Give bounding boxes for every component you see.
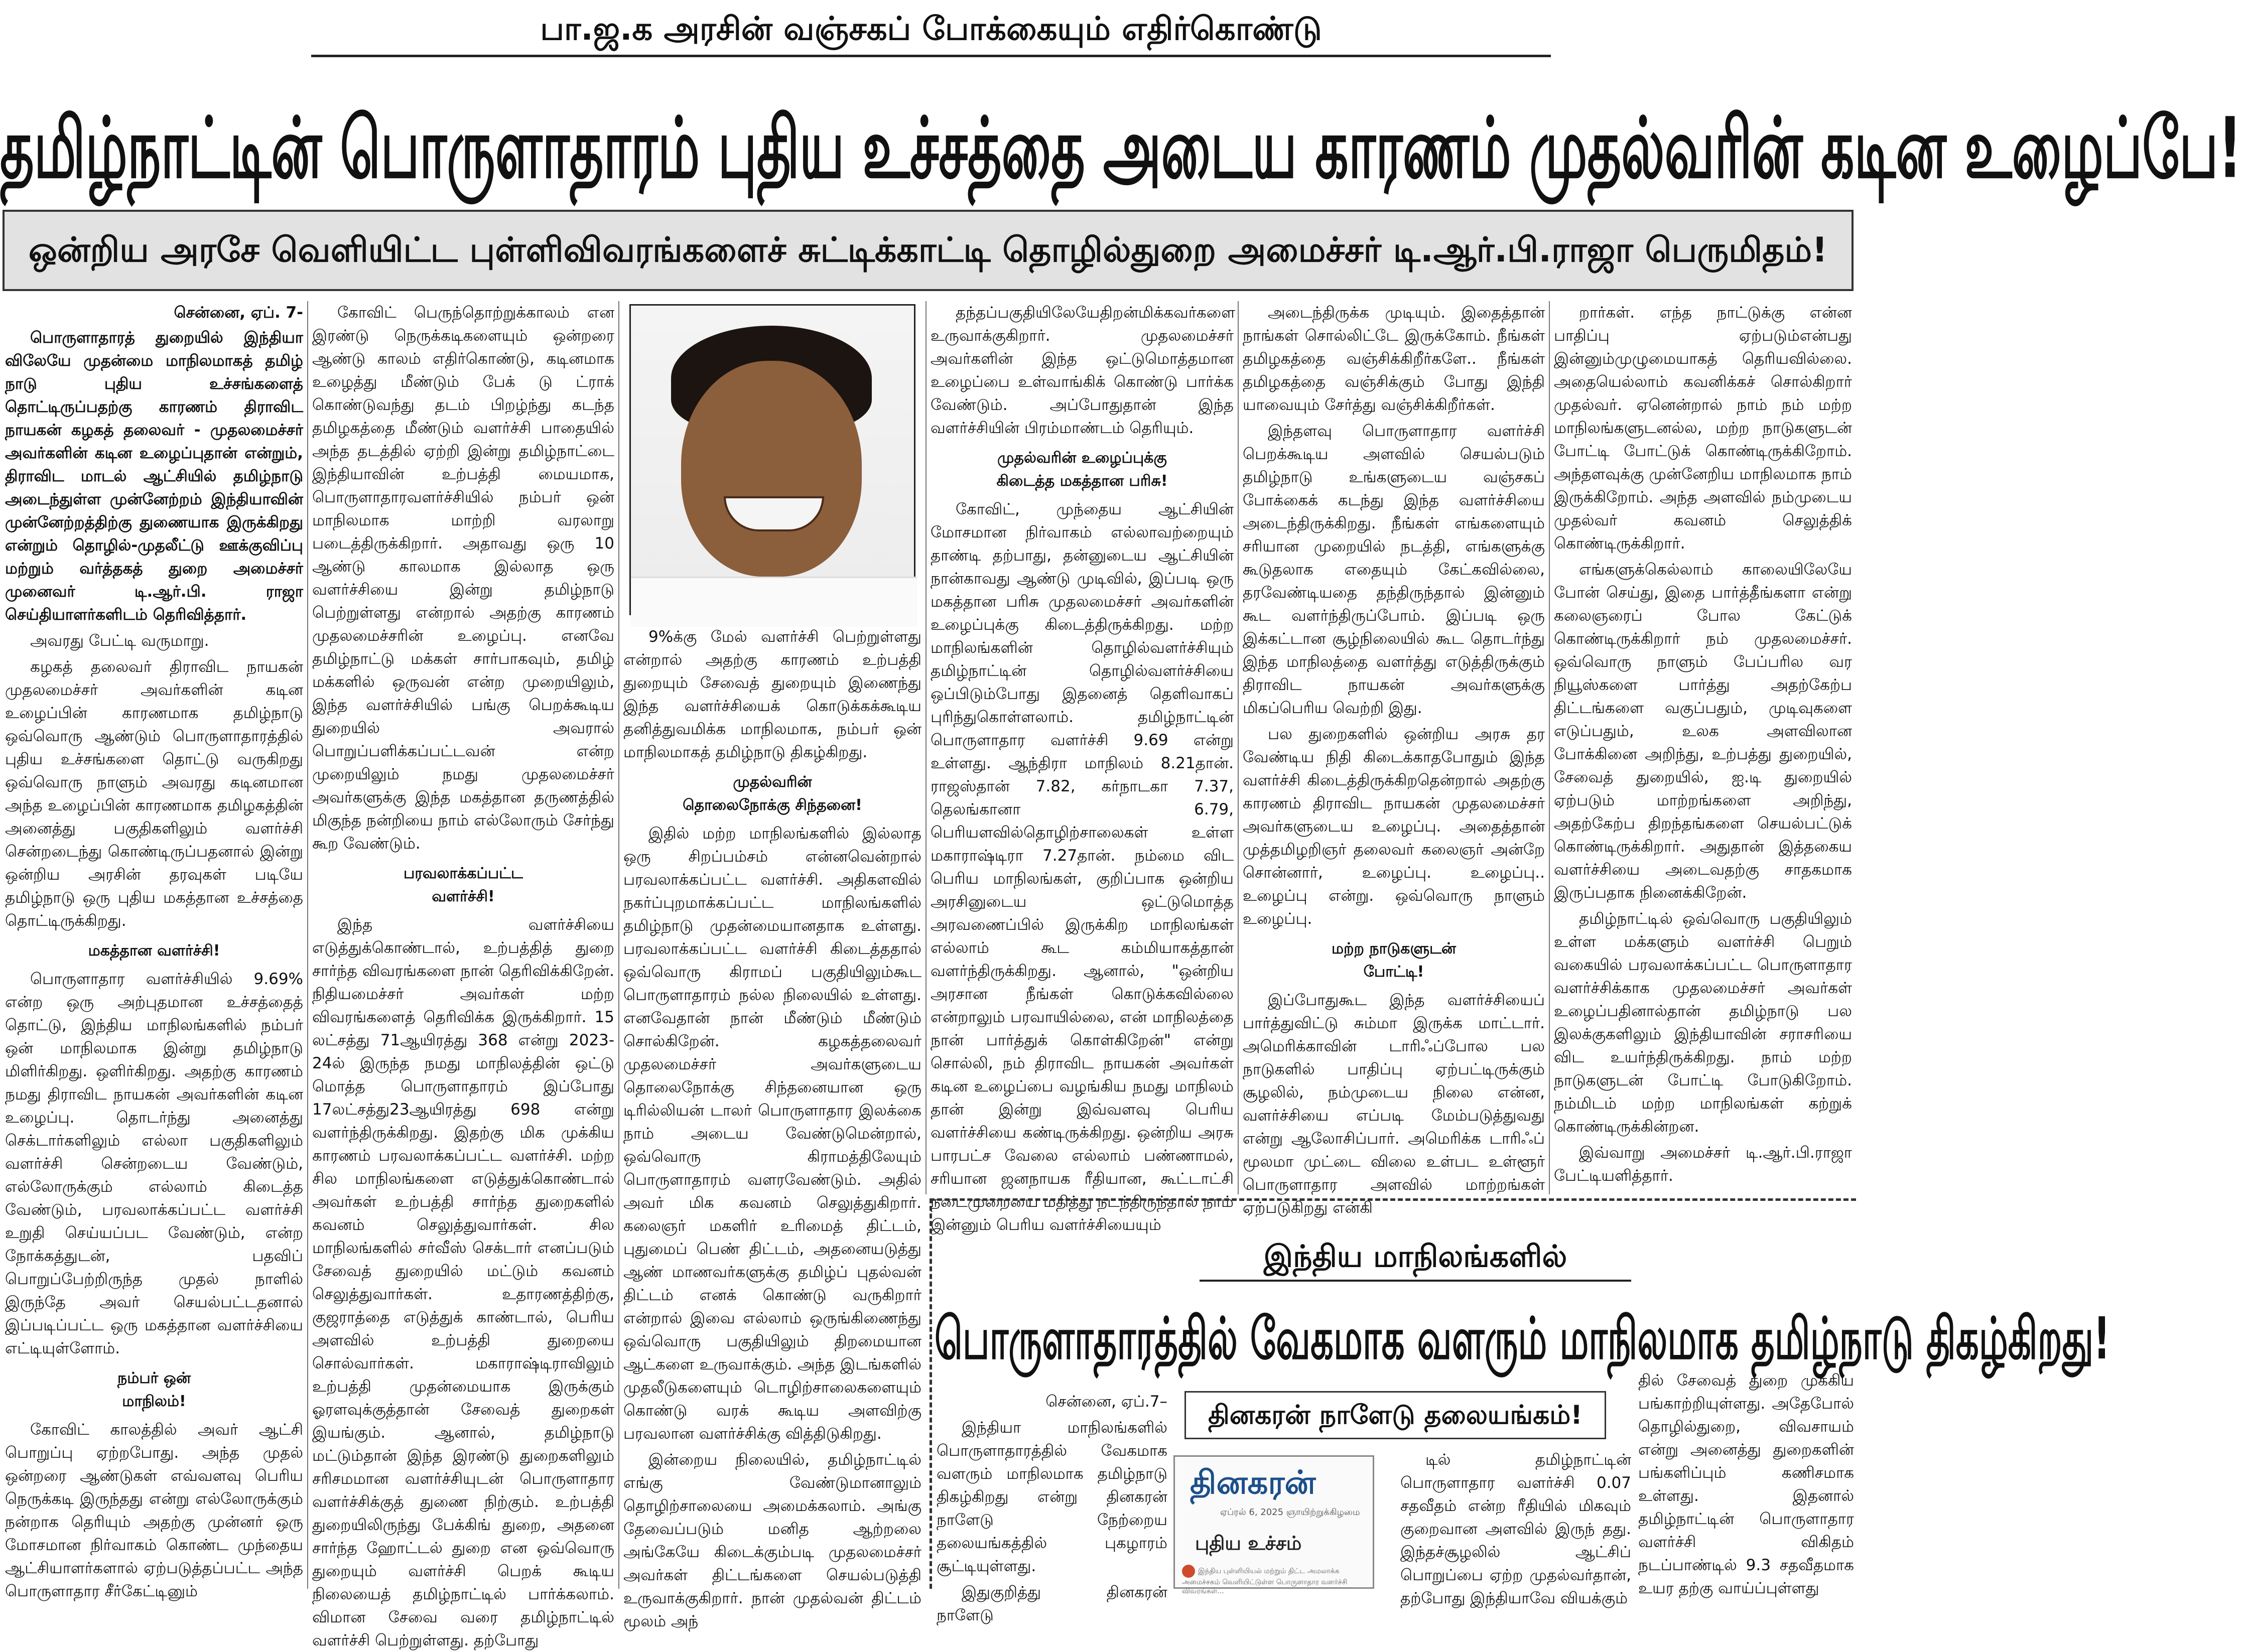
paragraph: கோவிட், முந்தைய ஆட்சியின் மோசமான நிர்வாகம் எல்லாவற்றையும் தாண்டி தற்பாது, தன்னுடைய ஆட்சியின் நான்காவது ஆண்டு முடிவில், இப்படி ஒரு மகத்தான பரிசு முதலமைச்சர் அவர்களின் உழைப்புக்கு கிடைத்திருக்கிறது. மற்ற மாநிலங்களின் தொழில்வளர்ச்சியும் தமிழ்நாட்டின் தொழில்வளர்ச்சியை ஒப்பிடும்போது இதனைத் தெளிவாகப் புரிந்துகொள்ளலாம். தமிழ்நாட்டின் பொருளாதார வளர்ச்சி 9.69 என்று உள்ளது. ஆந்திரா மாநிலம் 8.21தான். ராஜஸ்தான் 7.82, கர்நாடகா 7.37, தெலங்கானா 6.79, பெரியளவில்தொழிற்சாலைகள் உள்ள மகாராஷ்டிரா 7.27தான். நம்மை விட பெரிய மாநிலங்கள், குறிப்பாக ஒன்றிய அரசினுடைய ஒட்டுமொத்த அரவணைப்பில் இருக்கிற மாநிலங்கள் எல்லாம் கூட கம்மியாகத்தான் வளர்ந்திருக்கிறது. ஆனால், "ஒன்றிய அரசான நீங்கள் கொடுக்கவில்லை என்றாலும் பரவாயில்லை, என் மாநிலத்தை நான் பார்த்துக் கொள்கிறேன்" என்று சொல்லி, நம் திராவிட நாயகன் அவர்கள் கடின உழைப்பை வழங்கிய நமது மாநிலம் தான் இன்று இவ்வளவு பெரிய வளர்ச்சியை கண்டிருக்கிறது. ஒன்றிய அரசு பாரபட்ச வேலை எல்லாம் பண்ணாமல், சரியான ஜனநாயக ரீதியான, கூட்டாட்சி நடைமுறையை மதித்து நடந்திருந்தால் நாம் இன்னும் பெரிய வளர்ச்சியையும் xyxy=(931,500,1234,1234)
newspaper-clipping xyxy=(1173,1455,1374,1595)
column-rule xyxy=(926,301,927,1194)
subheading: மகத்தான வளர்ச்சி! xyxy=(88,942,220,959)
article-column-2 xyxy=(312,301,614,1649)
article-column-1 xyxy=(5,301,303,1600)
subheading: வளர்ச்சி! xyxy=(432,888,495,905)
subheading: மாநிலம்! xyxy=(122,1393,186,1410)
portrait-shirt xyxy=(631,577,917,627)
main-headline-text: தமிழ்நாட்டின் பொருளாதாரம் புதிய உச்சத்தை அடைய காரணம் முதல்வரின் கடின உழைப்பே! xyxy=(0,99,2242,197)
secondary-column-3 xyxy=(1638,1369,1854,1597)
paragraph: இந்தியா மாநிலங்களில் பொருளாதாரத்தில் வேகமாக வளரும் மாநிலமாக தமிழ்நாடு திகழ்கிறது என்று தினகரன் நாளேடு நேற்றைய தலையங்கத்தில் புகழாரம் சூட்டியுள்ளது. xyxy=(937,1419,1167,1575)
clip-title: புதிய உச்சம் xyxy=(1195,1532,1302,1554)
article-column-5 xyxy=(1243,301,1545,1217)
subheading: போட்டி! xyxy=(1363,963,1424,981)
paragraph: இதில் மற்ற மாநிலங்களில் இல்லாத ஒரு சிறப்பம்சம் என்னவென்றால் பரவலாக்கப்பட்ட வளர்ச்சி. அதிகளவில் நகர்ப்புறமாக்கப்பட்ட மாநிலங்களில் தமிழ்நாடு முதன்மையானதாக உள்ளது. பரவலாக்கப்பட்ட வளர்ச்சி கிடைத்ததால் ஒவ்வொரு கிராமப் பகுதியிலும்கூட பொருளாதாரம் நல்ல நிலையில் உள்ளது. எனவேதான் நான் மீண்டும் மீண்டும் சொல்கிறேன். கழகத்தலைவர் முதலமைச்சர் அவர்களுடைய தொலைநோக்கு சிந்தனையான ஒரு டிரில்லியன் டாலர் பொருளாதார இலக்கை நாம் அடைய வேண்டுமென்றால், ஒவ்வொரு கிராமத்திலேயும் பொருளாதாரம் வளரவேண்டும். அதில் அவர் மிக கவனம் செலுத்துகிறார். கலைஞர் மகளிர் உரிமைத் திட்டம், புதுமைப் பெண் திட்டம், அதனையடுத்து ஆண் மாணவர்களுக்கு தமிழ்ப் புதல்வன் திட்டம் எனக் கொண்டு வருகிறார் என்றால் இவை எல்லாம் ஒருங்கிணைந்து ஒவ்வொரு பகுதியிலும் திறமையான ஆட்களை உருவாக்கும். அந்த இடங்களில் முதலீடுகளையும் டொழிற்சாலைகளையும் கொண்டு வரக் கூடிய அளவிற்கு பரவலான வளர்ச்சிக்கு வித்திடுகிறது. xyxy=(623,824,921,1443)
paragraph: இந்தளவு பொருளாதார வளர்ச்சி பெறக்கூடிய அளவில் செயல்படும் தமிழ்நாடு உங்களுடைய வஞ்சகப் போக்கைக் கடந்து இந்த வளர்ச்சியை அடைந்திருக்கிறது. நீங்கள் எங்களையும் சரியான முறையில் நடத்தி, எங்களுக்கு கூடுதலாக எதையும் கேட்கவில்லை, தரவேண்டியதை தந்திருந்தால் இன்னும் கூட வளர்ந்திருப்போம். இப்படி ஒரு இக்கட்டான சூழ்நிலையில் கூட தொடர்ந்து இந்த மாநிலத்தை வளர்த்து எடுத்திருக்கும் திராவிட நாயகன் அவர்களுக்கு மிகப்பெரிய வெற்றி இது. xyxy=(1243,422,1545,717)
paragraph: கோவிட் பெருந்தொற்றுக்காலம் என இரண்டு நெருக்கடிகளையும் ஒன்றரை ஆண்டு காலம் எதிர்கொண்டு, கடினமாக உழைத்து மீண்டும் பேக் டு ட்ராக் கொண்டுவந்து தடம் பிறழ்ந்து கடந்த தமிழகத்தை மீண்டும் வளர்ச்சி பாதையில் அந்த தடத்தில் ஏற்றி இன்று தமிழ்நாட்டை இந்தியாவின் உற்பத்தி மையமாக, பொருளாதாரவளர்ச்சியில் நம்பர் ஒன் மாநிலமாக மாற்றி வரலாறு படைத்திருக்கிறார். அதாவது ஒரு 10 ஆண்டு காலமாக இல்லாத ஒரு வளர்ச்சியை இன்று தமிழ்நாடு பெற்றுள்ளது என்றால் அதற்கு காரணம் முதலமைச்சரின் உழைப்பு. எனவே தமிழ்நாட்டு மக்கள் சார்பாகவும், தமிழ் மக்களில் ஒருவன் என்ற முறையிலும், இந்த வளர்ச்சியில் பங்கு பெறக்கூடிய துறையில் அவரால் பொறுப்பளிக்கப்பட்டவன் என்ற முறையிலும் நமது முதலமைச்சர் அவர்களுக்கு இந்த மகத்தான தருணத்தில் மிகுந்த நன்றியை நாம் எல்லோரும் சேர்ந்து கூற வேண்டும். xyxy=(312,304,614,853)
editorial-label: தினகரன் நாளேடு தலையங்கம்! xyxy=(1184,1391,1606,1439)
clip-body: இந்திய புள்ளியியல் மற்றும் திட்ட அமலாக்க அமைச்சகம் வெளியிட்டுள்ள பொருளாதார வளர்ச்சி விவரங்கள்... xyxy=(1182,1567,1348,1595)
article-column-3 xyxy=(623,625,921,1630)
dateline: சென்னை, ஏப்.7– xyxy=(1045,1393,1167,1411)
secondary-headline-text: பொருளாதாரத்தில் வேகமாக வளரும் மாநிலமாக தமிழ்நாடு திகழ்கிறது! xyxy=(935,1304,2111,1372)
lead-paragraph: பொருளாதாரத் துறையில் இந்தியா விலேயே முதன்மை மாநிலமாகத் தமிழ் நாடு புதிய உச்சங்களைத் தொட்டிருப்பதற்கு காரணம் திராவிட நாயகன் கழகத் தலைவர் - முதலமைச்சர் அவர்களின் கடின உழைப்புதான் என்றும், திராவிட மாடல் ஆட்சியில் தமிழ்நாடு அடைந்துள்ள முன்னேற்றம் இந்தியாவின் முன்னேற்றத்திற்கு துணையாக இருக்கிறது என்றும் தொழில்-முதலீட்டு ஊக்குவிப்பு மற்றும் வர்த்தகத் துறை அமைச்சர் முனைவர் டி.ஆர்.பி. ராஜா செய்தியாளர்களிடம் தெரிவித்தார். xyxy=(5,329,303,624)
paragraph: பொருளாதார வளர்ச்சியில் 9.69% என்ற ஒரு அற்புதமான உச்சத்தைத் தொட்டு, இந்திய மாநிலங்களில் நம்பர் ஒன் மாநிலமாக இன்று தமிழ்நாடு மிளிர்கிறது. ஒளிர்கிறது. அதற்கு காரணம் நமது திராவிட நாயகன் அவர்களின் கடின உழைப்பு. தொடர்ந்து அனைத்து செக்டார்களிலும் எல்லா பகுதிகளிலும் வளர்ச்சி சென்றடைய வேண்டும், எல்லோருக்கும் எல்லாம் கிடைத்த வேண்டும், பரவலாக்கப்பட்ட வளர்ச்சி உறுதி செய்யப்பட வேண்டும், என்ற நோக்கத்துடன், பதவிப் பொறுப்பேற்றிருந்த முதல் நாளில் இருந்தே அவர் செயல்பட்டதனால் இப்படிப்பட்ட ஒரு மகத்தான வளர்ச்சியை எட்டியுள்ளோம். xyxy=(5,970,303,1357)
subheading: முதல்வரின் xyxy=(733,773,812,791)
main-headline xyxy=(0,80,2242,216)
subheading: மற்ற நாடுகளுடன் xyxy=(1332,940,1456,957)
paragraph: தில் சேவைத் துறை முக்கிய பங்காற்றியுள்ளது. அதேபோல் தொழில்துறை, விவசாயம் என்று அனைத்து துறைகளின் பங்களிப்பும் கணிசமாக உள்ளது. இதனால் தமிழ்நாட்டின் பொருளாதார வளர்ச்சி விகிதம் நடப்பாண்டில் 9.3 சதவீதமாக உயர தற்கு வாய்ப்புள்ளது xyxy=(1638,1371,1854,1597)
portrait-face xyxy=(681,361,862,577)
paragraph: தமிழ்நாட்டில் ஒவ்வொரு பகுதியிலும் உள்ள மக்களும் வளர்ச்சி பெறும் வகையில் பரவலாக்கப்பட்ட பொருளாதார வளர்ச்சிக்காக முதலமைச்சர் அவர்கள் உழைப்பதினால்தான் தமிழ்நாடு பல இலக்குகளிலும் இந்தியாவின் சராசரியை விட உயர்ந்திருக்கிறது. நாம் மற்ற நாடுகளுடன் போட்டி போடுகிறோம். நம்மிடம் மற்ற மாநிலங்கள் கற்றுக் கொண்டிருக்கின்றன. xyxy=(1554,910,1852,1136)
subheading: பரவலாக்கப்பட்ட xyxy=(404,865,523,882)
paragraph: தந்தப்பகுதியிலேயேதிறன்மிக்கவர்களை உருவாக்குகிறார். முதலமைச்சர் அவர்களின் இந்த ஒட்டுமொத்தமான உழைப்பை உள்வாங்கிக் கொண்டு பார்க்க வேண்டும். அப்போதுதான் இந்த வளர்ச்சியின் பிரம்மாண்டம் தெரியும். xyxy=(931,304,1236,437)
subheading: நம்பர் ஒன் xyxy=(117,1369,191,1387)
minister-portrait-photo xyxy=(629,304,915,615)
dateline: சென்னை, ஏப். 7- xyxy=(174,304,303,322)
column-rule xyxy=(618,301,619,1589)
clip-masthead: தினகரன் xyxy=(1190,1464,1316,1501)
paragraph: இன்றைய நிலையில், தமிழ்நாட்டில் எங்கு வேண்டுமானாலும் தொழிற்சாலையை அமைக்கலாம். அங்கு தேவைப்படும் மனித ஆற்றலை அங்கேயே கிடைக்கும்படி முதலமைச்சர் அவர்கள் திட்டங்களை செயல்படுத்தி உருவாக்குகிறார். நான் முதல்வன் திட்டம் மூலம் அந் xyxy=(623,1451,921,1630)
paragraph: கழகத் தலைவர் திராவிட நாயகன் முதலமைச்சர் அவர்களின் கடின உழைப்பின் காரணமாக தமிழ்நாடு ஒவ்வொரு ஆண்டும் பொருளாதாரத்தில் புதிய உச்சங்களை தொட்டு வருகிறது ஒவ்வொரு நாளும் அவரது கடினமான அந்த உழைப்பின் காரணமாக தமிழகத்தின் அனைத்து பகுதிகளிலும் வளர்ச்சி சென்றடைந்து கொண்டிருப்பதனால் இன்று ஒன்றிய அரசின் தரவுகள் படியே தமிழ்நாடு ஒரு புதிய மகத்தான உச்சத்தை தொட்டிருக்கிறது. xyxy=(5,658,303,930)
paragraph: எங்களுக்கெல்லாம் காலையிலேயே போன் செய்து, இதை பார்த்தீங்களா என்று கலைஞரைப் போல கேட்டுக் கொண்டிருக்கிறார் நம் முதலமைச்சர். ஒவ்வொரு நாளும் பேப்பரில வர நியூஸ்களை பார்த்து அதற்கேற்ப திட்டங்களை வகுப்பதும், முடிவுகளை எடுப்பதும், உலக அளவிலான போக்கினை அறிந்து, உற்பத்து துறையில், சேவைத் துறையில், ஐ.டி துறையில் ஏற்படும் மாற்றங்களை அறிந்து, அதற்கேற்ப திறந்தங்களை செயல்பட்டுக் கொண்டிருக்கிறார். அதுதான் இத்தகைய வளர்ச்சியை அடைவதற்கு சாதகமாக இருப்பதாக நினைக்கிறேன். xyxy=(1554,561,1852,902)
paragraph: டில் தமிழ்நாட்டின் பொருளாதார வளர்ச்சி 0.07 சதவீதம் என்ற ரீதியில் மிகவும் குறைவான அளவில் இருந் தது. இந்தச்சூழலில் ஆட்சிப் பொறுப்பை ஏற்ற முதல்வர்தான், தற்போது இந்தியாவே வியக்கும் xyxy=(1400,1451,1631,1607)
paragraph: அவரது பேட்டி வருமாறு. xyxy=(30,632,209,650)
paragraph: இப்போதுகூட இந்த வளர்ச்சியைப் பார்த்துவிட்டு சும்மா இருக்க மாட்டார். அமெரிக்காவின் டாரிஃப்போல பல நாடுகளில் பாதிப்பு ஏற்பட்டிருக்கும் சூழலில், நம்முடைய நிலை என்ன, வளர்ச்சியை எப்படி மேம்படுத்துவது என்று ஆலோசிப்பார். அமெரிக்க டாரிஃப் மூலமா முட்டை விலை உள்பட உள்ளூர் பொருளாதார அளவில் மாற்றங்கள் ஏற்படுகிறது என்கி xyxy=(1243,991,1545,1217)
kicker-headline: பா.ஜ.க அரசின் வஞ்சகப் போக்கையும் எதிர்கொண்டு xyxy=(311,4,1551,57)
paragraph: அடைந்திருக்க முடியும். இதைத்தான் நாங்கள் சொல்லிட்டே இருக்கோம். நீங்கள் தமிழகத்தை வஞ்சிக்கிறீர்களே.. நீங்கள் தமிழகத்தை வஞ்சிக்கும் போது இந்தி யாவையும் சேர்த்து வஞ்சிக்கிறீர்கள். xyxy=(1243,304,1545,414)
paragraph: 9%க்கு மேல் வளர்ச்சி பெற்றுள்ளது என்றால் அதற்கு காரணம் உற்பத்தி துறையும் சேவைத் துறையும் இணைந்து இந்த வளர்ச்சியைக் கொடுக்கக்கூடிய தனித்துவமிக்க மாநிலமாக, நம்பர் ஒன் மாநிலமாகத் தமிழ்நாடு திகழ்கிறது. xyxy=(623,628,921,761)
clip-text xyxy=(1182,1565,1368,1595)
paragraph: பல துறைகளில் ஒன்றிய அரசு தர வேண்டிய நிதி கிடைக்காதபோதும் இந்த வளர்ச்சி கிடைத்திருக்கிறதென்றால் அதற்கு காரணம் திராவிட நாயகன் முதலமைச்சர் அவர்களுடைய உழைப்பு. அதைத்தான் முத்தமிழறிஞர் தலைவர் கலைஞர் அன்றே சொன்னார், உழைப்பு. உழைப்பு.. உழைப்பு என்று. ஒவ்வொரு நாளும் உழைப்பு. xyxy=(1243,725,1545,928)
subheadline-banner: ஒன்றிய அரசே வெளியிட்ட புள்ளிவிவரங்களைச் சுட்டிக்காட்டி தொழில்துறை அமைச்சர் டி.ஆர்.பி.ராஜா பெருமிதம்! xyxy=(3,210,1854,291)
paragraph: கோவிட் காலத்தில் அவர் ஆட்சி பொறுப்பு ஏற்றபோது. அந்த முதல் ஒன்றரை ஆண்டுகள் எவ்வளவு பெரிய நெருக்கடி இருந்தது என்று எல்லோருக்கும் நன்றாக தெரியும் அதற்கு முன்னர் ஒரு மோசமான நிர்வாகம் கொண்ட முந்தைய ஆட்சியாளர்களால் ஏற்படுத்தப்பட்ட அந்த பொருளாதார சீர்கேட்டினும் xyxy=(5,1421,303,1600)
subheading: முதல்வரின் உழைப்புக்கு xyxy=(997,449,1167,467)
paragraph: இதுகுறித்து தினகரன் நாளேடு xyxy=(937,1583,1167,1624)
paragraph: இந்த வளர்ச்சியை எடுத்துக்கொண்டால், உற்பத்தித் துறை சார்ந்த விவரங்களை நான் தெரிவிக்கிறேன். நிதியமைச்சர் அவர்கள் மற்ற விவரங்களைத் தெரிவிக்க இருக்கிறார். 15 லட்சத்து 71ஆயிரத்து 368 என்று 2023-24ல் இருந்த நமது மாநிலத்தின் ஒட்டு மொத்த பொருளாதாரம் இப்போது 17லட்சத்து23ஆயிரத்து 698 என்று வளர்ந்திருக்கிறது. இதற்கு மிக முக்கிய காரணம் பரவலாக்கப்பட்ட வளர்ச்சி. மற்ற சில மாநிலங்களை எடுத்துக்கொண்டால் அவர்கள் உற்பத்தி சார்ந்த துறைகளில் கவனம் செலுத்துவார்கள். சில மாநிலங்களில் சர்வீஸ் செக்டார் எனப்படும் சேவைத் துறையில் மட்டும் கவனம் செலுத்துவார்கள். உதாரணத்திற்கு, குஜராத்தை எடுத்துக் காண்டால், பெரிய அளவில் உற்பத்தி துறையை சொல்வார்கள். மகாராஷ்டிராவிலும் உற்பத்தி முதன்மையாக இருக்கும் ஓரளவுக்குத்தான் சேவைத் துறைகள் இயங்கும். ஆனால், தமிழ்நாடு மட்டும்தான் இந்த இரண்டு துறைகளிலும் சரிசமமான வளர்ச்சியுடன் பொருளாதார வளர்ச்சிக்குத் துணை நிற்கும். உற்பத்தி துறையிலிருந்து பேக்கிங் துறை, அதனை சார்ந்த ஹோட்டல் துறை என ஒவ்வொரு துறையும் வளர்ச்சி பெறக் கூடிய நிலையைத் தமிழ்நாட்டில் பார்க்கலாம். விமான சேவை வரை தமிழ்நாட்டில் வளர்ச்சி பெற்றுள்ளது. தற்போது xyxy=(312,916,614,1649)
subheading: கிடைத்த மகத்தான பரிசு! xyxy=(996,472,1168,490)
column-rule xyxy=(1549,301,1550,1194)
secondary-headline xyxy=(935,1296,2111,1381)
paragraph: றார்கள். எந்த நாட்டுக்கு என்ன பாதிப்பு ஏற்படும்என்பது இன்னும்முழுமையாகத் தெரியவில்லை. அதையெல்லாம் கவனிக்கச் சொல்கிறார் முதல்வர். ஏனென்றால் நாம் நம் மற்ற மாநிலங்களுடனல்ல, மற்ற நாடுகளுடன் போட்டி போட்டுக் கொண்டிருக்கிறோம். அந்தளவுக்கு முன்னேறிய மாநிலமாக நாம் இருக்கிறோம். அந்த அளவில் நம்முடைய முதல்வர் கவனம் செலுத்திக் கொண்டிருக்கிறார். xyxy=(1554,304,1852,553)
article-column-6 xyxy=(1554,301,1852,1194)
article-column-4 xyxy=(931,301,1236,1234)
paragraph: இவ்வாறு அமைச்சர் டி.ஆர்.பி.ராஜா பேட்டியளித்தார். xyxy=(1554,1144,1852,1185)
portrait-thumbnail-icon xyxy=(1182,1565,1195,1578)
subheading: தொலைநோக்கு சிந்தனை! xyxy=(683,796,862,814)
column-rule xyxy=(1238,301,1239,1194)
clip-date: ஏப்ரல் 6, 2025 ஞாயிற்றுக்கிழமை xyxy=(1220,1507,1360,1518)
secondary-column-2 xyxy=(1400,1448,1631,1607)
secondary-kicker: இந்திய மாநிலங்களில் xyxy=(1200,1233,1631,1282)
column-rule xyxy=(307,301,308,1589)
secondary-column-1 xyxy=(937,1390,1167,1624)
